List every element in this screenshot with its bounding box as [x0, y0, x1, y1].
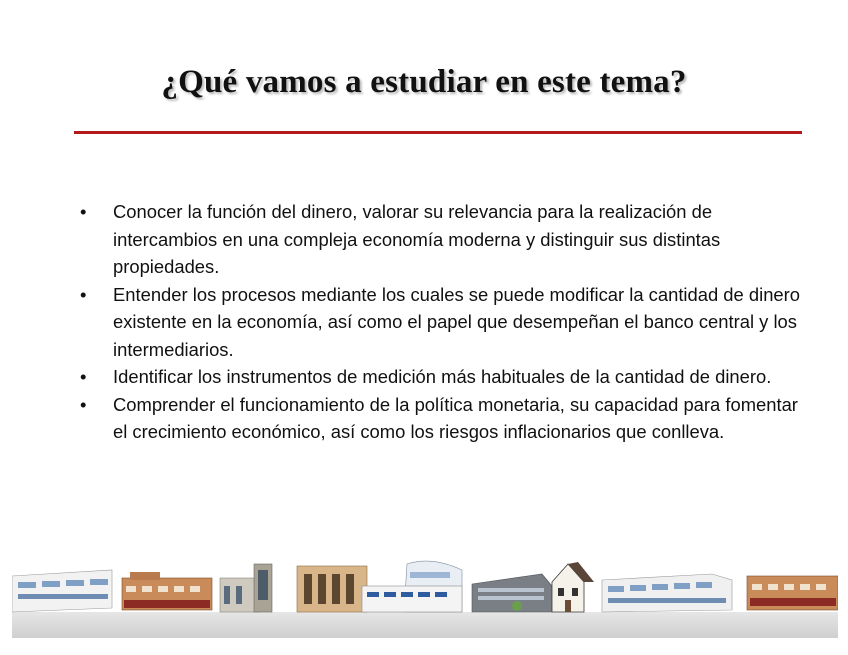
list-item-text: Conocer la función del dinero, valorar su relevancia para la realización de intercambios en una compleja economía moderna y distinguir sus distintas propiedades.	[113, 201, 721, 277]
list-item	[80, 391, 800, 446]
bullet-icon: •	[80, 366, 87, 387]
list-item	[80, 363, 800, 391]
slide-title: ¿Qué vamos a estudiar en este tema?	[161, 64, 687, 100]
list-item	[80, 198, 800, 281]
building-blue-modern	[362, 561, 462, 612]
building-white-right	[602, 574, 732, 612]
building-brick	[122, 572, 212, 610]
objectives-list	[80, 198, 800, 446]
list-item-text: Comprender el funcionamiento de la política monetaria, su capacidad para fomentar el crecimiento económico, así como los riesgos inflacionarios que conlleva.	[113, 393, 798, 442]
bullet-icon: •	[80, 283, 87, 305]
building-dark-glass	[472, 574, 552, 612]
building-white-left	[12, 570, 112, 612]
building-grey-tower	[220, 564, 272, 612]
building-tan	[297, 566, 367, 612]
list-item-text: Identificar los instrumentos de medición más habituales de la cantidad de dinero.	[113, 366, 772, 387]
campus-buildings-illustration	[12, 556, 838, 638]
building-brick-right	[747, 576, 838, 610]
building-house	[552, 562, 594, 612]
title-divider	[74, 131, 802, 134]
bullet-icon: •	[80, 201, 87, 222]
list-item	[80, 281, 800, 364]
list-item-text: Entender los procesos mediante los cuales se puede modificar la cantidad de dinero existente en la economía, así como el papel que desempeñan el banco central y los intermediarios.	[113, 283, 800, 360]
bullet-icon: •	[80, 393, 87, 415]
